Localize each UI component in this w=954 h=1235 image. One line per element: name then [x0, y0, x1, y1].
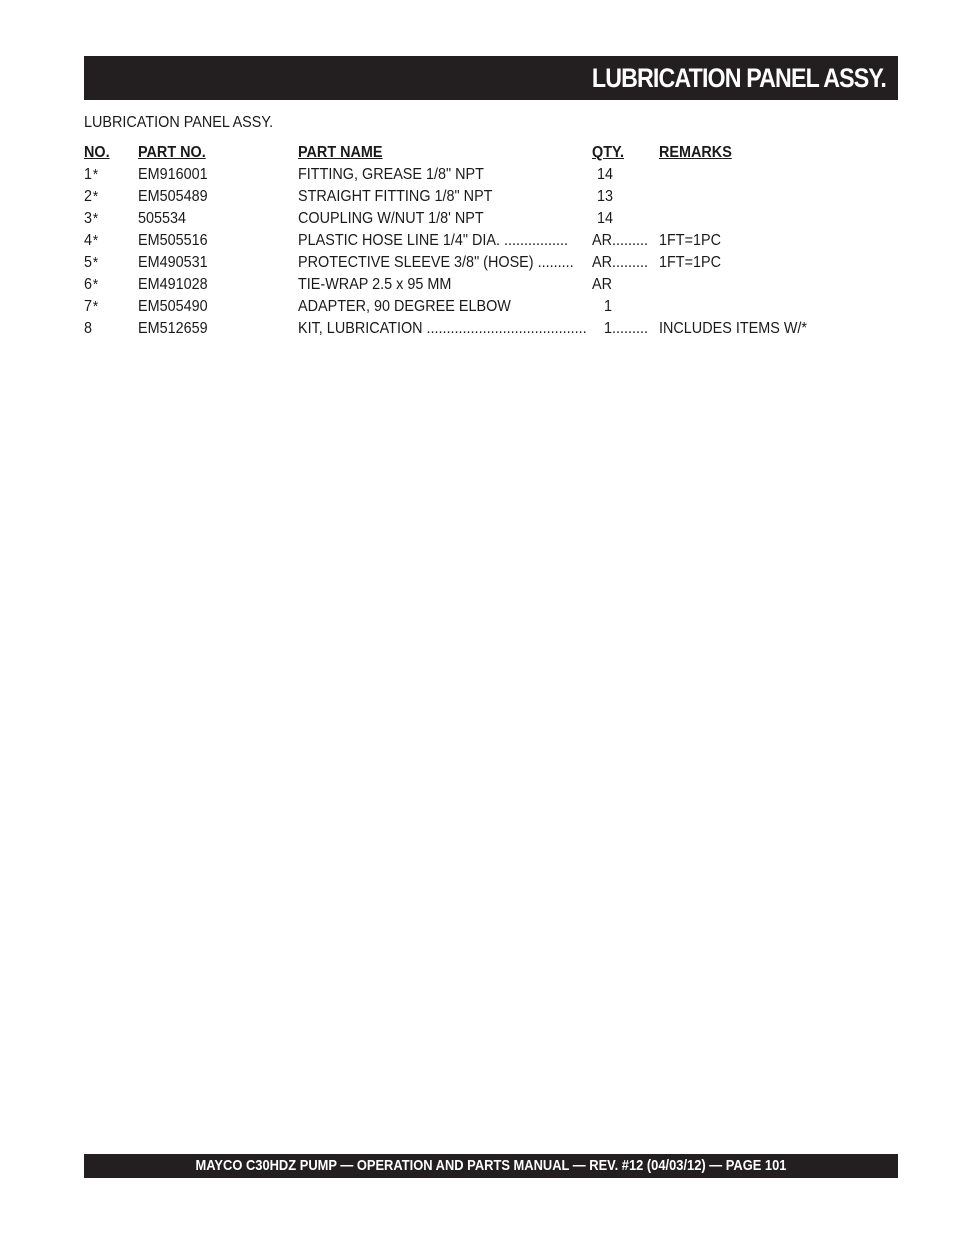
table-row — [84, 187, 844, 209]
row-qty — [597, 187, 613, 207]
row-qty-value: AR — [592, 232, 613, 249]
row-no — [84, 165, 98, 185]
row-qty-value: 1 — [604, 298, 613, 315]
table-body — [84, 165, 844, 341]
row-qty — [604, 297, 612, 317]
row-part-name: STRAIGHT FITTING 1/8" NPT — [298, 188, 493, 205]
kit-marker-icon: * — [92, 232, 99, 249]
row-qty-value: 13 — [597, 188, 614, 205]
row-part-no: EM916001 — [138, 166, 208, 183]
row-no-value: 7 — [84, 298, 93, 315]
row-no — [84, 209, 98, 229]
row-part-no: EM505489 — [138, 188, 208, 205]
row-no-value: 1 — [84, 166, 93, 183]
row-part-name: ADAPTER, 90 DEGREE ELBOW — [298, 298, 511, 315]
kit-marker-icon: * — [92, 254, 99, 271]
row-part-no: EM505516 — [138, 232, 208, 249]
kit-marker-icon: * — [92, 166, 99, 183]
row-qty-value: 1 — [604, 320, 613, 337]
row-no — [84, 187, 98, 207]
row-remarks: INCLUDES ITEMS W/* — [659, 320, 808, 337]
row-qty — [604, 319, 648, 339]
kit-marker-icon: * — [92, 298, 99, 315]
row-part-no: 505534 — [138, 210, 187, 227]
row-remarks: 1FT=1PC — [659, 232, 722, 249]
kit-marker-icon: * — [92, 276, 99, 293]
table-row — [84, 297, 844, 319]
row-qty-value: 14 — [597, 210, 614, 227]
table-row — [84, 275, 844, 297]
footer-text: MAYCO C30HDZ PUMP — OPERATION AND PARTS MANUAL — REV. #12 (04/03/12) — PAGE 101 — [195, 1157, 787, 1174]
row-no-value: 8 — [84, 320, 93, 337]
header-bar — [84, 56, 898, 100]
row-part-name: TIE-WRAP 2.5 x 95 MM — [298, 276, 452, 293]
row-part-name: KIT, LUBRICATION ........................................ — [298, 320, 587, 337]
header-remarks: REMARKS — [659, 144, 732, 161]
footer-bar — [84, 1154, 898, 1178]
row-part-no: EM512659 — [138, 320, 208, 337]
kit-marker-icon: * — [92, 188, 99, 205]
row-no-value: 6 — [84, 276, 93, 293]
row-part-no: EM490531 — [138, 254, 208, 271]
row-qty — [597, 209, 613, 229]
row-no-value: 3 — [84, 210, 93, 227]
row-qty-leader: ......... — [612, 232, 649, 249]
row-qty-value: AR — [592, 276, 613, 293]
row-qty — [592, 231, 648, 251]
table-header-row — [84, 143, 844, 165]
row-qty-value: 14 — [597, 166, 614, 183]
section-title: LUBRICATION PANEL ASSY. — [84, 114, 274, 131]
row-part-name: FITTING, GREASE 1/8" NPT — [298, 166, 484, 183]
row-no-value: 4 — [84, 232, 93, 249]
row-part-name: PROTECTIVE SLEEVE 3/8" (HOSE) ......... — [298, 254, 574, 271]
row-no — [84, 231, 98, 251]
row-no-value: 5 — [84, 254, 93, 271]
table-row — [84, 231, 844, 253]
row-qty-value: AR — [592, 254, 613, 271]
row-no — [84, 253, 98, 273]
header-no: NO. — [84, 144, 110, 161]
row-no — [84, 297, 98, 317]
row-no — [84, 275, 98, 295]
header-qty: QTY. — [592, 144, 625, 161]
row-part-name: COUPLING W/NUT 1/8' NPT — [298, 210, 484, 227]
row-qty-leader: ......... — [612, 254, 649, 271]
table-row — [84, 209, 844, 231]
row-remarks: 1FT=1PC — [659, 254, 722, 271]
parts-table — [84, 143, 844, 341]
row-qty — [597, 165, 613, 185]
row-no-value: 2 — [84, 188, 93, 205]
header-part-no: PART NO. — [138, 144, 206, 161]
table-row — [84, 253, 844, 275]
table-row — [84, 165, 844, 187]
table-row — [84, 319, 844, 341]
row-no — [84, 319, 92, 339]
row-qty-leader: ......... — [612, 320, 649, 337]
kit-marker-icon: * — [92, 210, 99, 227]
header-part-name: PART NAME — [298, 144, 383, 161]
page-title: LUBRICATION PANEL ASSY. — [591, 63, 886, 93]
row-part-no: EM505490 — [138, 298, 208, 315]
row-qty — [592, 275, 612, 295]
row-qty — [592, 253, 648, 273]
row-part-name: PLASTIC HOSE LINE 1/4" DIA. ................ — [298, 232, 568, 249]
row-part-no: EM491028 — [138, 276, 208, 293]
